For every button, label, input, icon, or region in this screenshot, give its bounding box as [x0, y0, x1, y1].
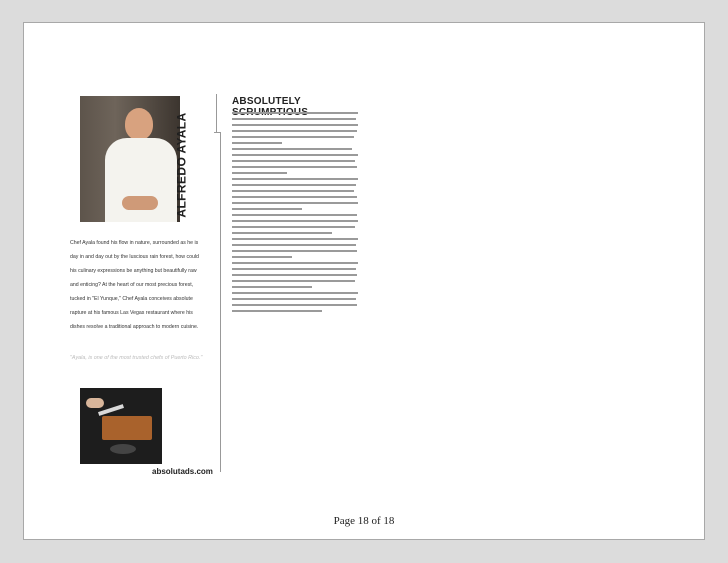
magazine-scan — [66, 88, 360, 480]
body-paragraph — [232, 214, 358, 234]
chef-hands — [122, 196, 158, 210]
text-line — [232, 268, 356, 270]
pan — [110, 444, 136, 454]
text-line — [232, 208, 302, 210]
text-line — [232, 298, 356, 300]
chef-hand — [86, 398, 104, 408]
text-line — [232, 154, 358, 156]
pull-quote: "Ayala, is one of the most trusted chefs of Puerto Rico." — [70, 355, 203, 361]
body-paragraph — [232, 148, 358, 174]
chef-head — [125, 108, 153, 140]
text-line: dishes resolve a traditional approach to modern cuisine. — [70, 324, 199, 330]
article-headline: ABSOLUTELY — [232, 96, 301, 107]
kitchen-photo — [80, 388, 162, 464]
text-line: tucked in "El Yunque," Chef Ayala conceives absolute — [70, 296, 193, 302]
article-body-right — [232, 112, 358, 316]
text-line — [232, 130, 357, 132]
text-line: Chef Ayala found his flow in nature, surrounded as he is — [70, 240, 199, 246]
text-line — [232, 226, 355, 228]
chef-portrait — [80, 96, 180, 222]
body-paragraph — [232, 262, 358, 288]
text-line — [232, 202, 358, 204]
text-line — [232, 142, 282, 144]
text-line — [232, 244, 356, 246]
text-line: rapture at his famous Las Vegas restaurant where his — [70, 310, 193, 316]
text-line — [232, 178, 358, 180]
text-line — [232, 166, 357, 168]
text-line — [232, 190, 354, 192]
text-line — [232, 184, 356, 186]
text-line — [232, 172, 287, 174]
text-line — [232, 262, 358, 264]
text-line — [232, 118, 356, 120]
text-line — [232, 304, 357, 306]
text-line: day in and day out by the luscious rain forest, how could — [70, 254, 199, 260]
text-line — [232, 274, 357, 276]
divider-top — [216, 94, 217, 132]
text-line — [232, 196, 357, 198]
vertical-name-wrap — [172, 100, 192, 230]
website-url: absolutads.com — [152, 467, 213, 476]
body-paragraph — [232, 292, 358, 312]
text-line — [232, 238, 358, 240]
article-body-left — [70, 236, 220, 334]
body-paragraph — [232, 112, 358, 144]
page-number: Page 18 of 18 — [333, 515, 395, 527]
text-line — [232, 112, 358, 114]
text-line — [232, 256, 292, 258]
text-line — [232, 310, 322, 312]
text-line — [232, 124, 358, 126]
body-paragraph — [232, 178, 358, 210]
text-line — [232, 220, 358, 222]
text-line — [232, 292, 358, 294]
divider-line — [220, 132, 221, 472]
text-line — [232, 280, 355, 282]
text-line — [232, 160, 355, 162]
text-line — [232, 148, 352, 150]
text-line: his culinary expressions be anything but beautifully raw — [70, 268, 197, 274]
text-line — [232, 214, 357, 216]
body-paragraph — [232, 238, 358, 258]
text-line — [232, 136, 354, 138]
text-line: and enticing? At the heart of our most precious forest, — [70, 282, 194, 288]
text-line — [232, 250, 357, 252]
text-line — [232, 232, 332, 234]
text-line — [232, 286, 312, 288]
cutting-board — [102, 416, 152, 440]
chef-vertical-name: ALFREDO AYALA — [175, 112, 189, 218]
